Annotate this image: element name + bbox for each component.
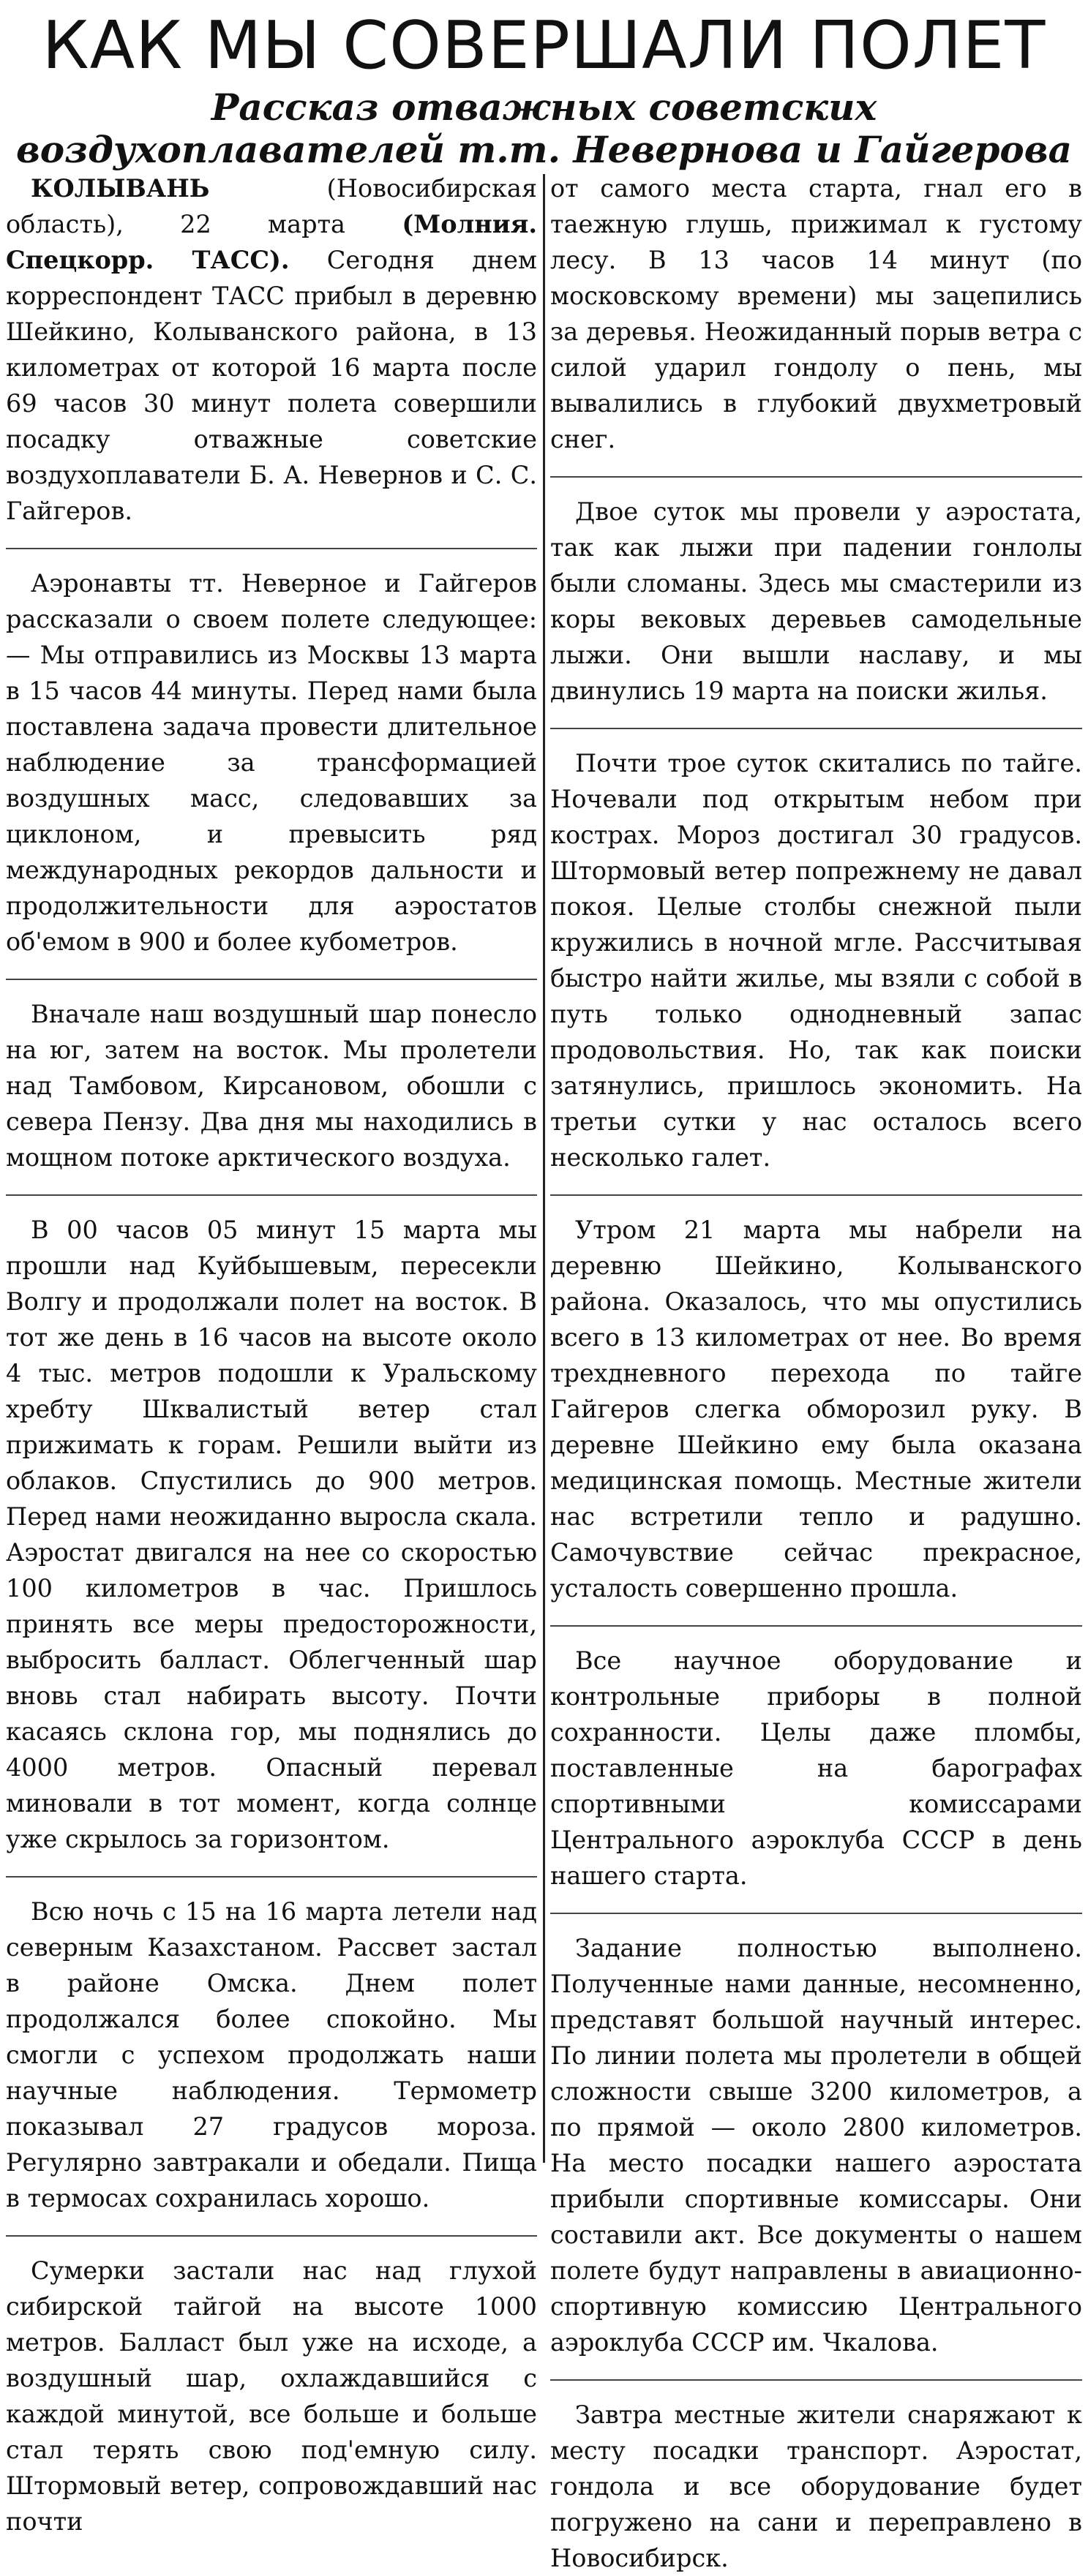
section-divider xyxy=(6,1194,537,1196)
section-divider xyxy=(550,728,1082,729)
section-divider xyxy=(550,1194,1082,1196)
article-paragraph: Почти трое суток скитались по тайге. Ночевали под открытым небом при кострах. Мороз достигал 30 градусов. Штормовый ветер попрежнему не давал покоя. Целые столбы снежной пыли кружились в ночной мгле. Рассчитывая быстро найти жилье, мы взяли с собой в путь только однодневный запас продовольствия. Но, так как поиски затянулись, пришлось экономить. На третьи сутки у нас осталось всего несколько галет. xyxy=(550,749,1082,1172)
dateline: КОЛЫВАНЬ xyxy=(31,174,210,203)
headline: КАК МЫ СОВЕРШАЛИ ПОЛЕТ xyxy=(42,7,1046,84)
article-paragraph: Аэронавты тт. Неверное и Гайгеров рассказали о своем полете следующее: — Мы отправились из Москвы 13 марта в 15 часов 44 минуты. Перед нами была поставлена задача провести длительное наблюдение за трансформацией воздушных масс, следовавших за циклоном, и превысить ряд международных рекордов дальности и продолжительности для аэростатов об'емом в 900 и более кубометров. xyxy=(6,569,537,956)
wire-credit: (Молния. Спецкорр. ТАСС). xyxy=(6,210,538,274)
lead-paragraph xyxy=(6,170,537,529)
section-divider xyxy=(6,548,537,549)
section-divider xyxy=(550,1913,1082,1914)
left-column xyxy=(6,170,538,2536)
section-divider xyxy=(6,2235,537,2237)
section-divider xyxy=(550,2379,1082,2381)
article-paragraph: Всю ночь с 15 на 16 марта летели над северным Казахстаном. Рассвет застал в районе Омска. Днем полет продолжался более спокойно. Мы смогли с успехом продолжать наши научные наблюдения. Термометр показывал 27 градусов мороза. Регулярно завтракали и обедали. Пища в термосах сохранилась хорошо. xyxy=(6,1897,537,2212)
article-paragraph: Утром 21 марта мы набрели на деревню Шейкино, Колыванского района. Оказалось, что мы опустились всего в 13 километрах от нее. Во время трехдневного перехода по тайге Гайгеров слегка обморозил руку. В деревне Шейкино ему была оказана медицинская помощь. Местные жители нас встретили тепло и радушно. Самочувствие сейчас прекрасное, усталость совершенно прошла. xyxy=(550,1216,1082,1603)
subheadline-line-1: Рассказ отважных советских xyxy=(211,86,877,129)
article-paragraph: Вначале наш воздушный шар понесло на юг, затем на восток. Мы пролетели над Тамбовом, Кирсановом, обошли с севера Пензу. Два дня мы находились в мощном потоке арктического воздуха. xyxy=(6,1000,537,1172)
section-divider xyxy=(550,1625,1082,1627)
article-paragraph: Все научное оборудование и контрольные приборы в полной сохранности. Целы даже пломбы, поставленные на барографах спортивными комиссарами Центрального аэроклуба СССР в день нашего старта. xyxy=(550,1646,1082,1890)
article-paragraph: В 00 часов 05 минут 15 марта мы прошли над Куйбышевым, пересекли Волгу и продолжали полет на восток. В тот же день в 16 часов на высоте около 4 тыс. метров подошли к Уральскому хребту Шквалистый ветер стал прижимать к горам. Решили выйти из облаков. Спустились до 900 метров. Перед нами неожиданно выросла скала. Аэростат двигался на нее со скоростью 100 километров в час. Пришлось принять все меры предосторожности, выбросить балласт. Облегченный шар вновь стал набирать высоту. Почти касаясь склона гор, мы поднялись до 4000 метров. Опасный перевал миновали в тот момент, когда солнце уже скрылось за горизонтом. xyxy=(6,1216,537,1853)
article-paragraph: Двое суток мы провели у аэростата, так как лыжи при падении гонлолы были сломаны. Здесь мы смастерили из коры вековых деревьев самодельные лыжи. Они вышли наславу, и мы двинулись 19 марта на поиски жилья. xyxy=(550,497,1082,705)
article-paragraph-continued: от самого места старта, гнал его в таежную глушь, прижимал к густому лесу. В 13 часов 14 минут (по московскому времени) мы зацепились за деревья. Неожиданный порыв ветра с силой ударил гондолу о пень, мы вывалились в глубокий двухметровый снег. xyxy=(550,174,1082,453)
lead-text: Сегодня днем корреспондент ТАСС прибыл в деревню Шейкино, Колыванского района, в 13 километрах от которой 16 марта после 69 часов 30 минут полета совершили посадку отважные советские воздухоплаватели Б. А. Невернов и С. С. Гайгеров. xyxy=(6,246,537,525)
section-divider xyxy=(6,1876,537,1878)
article-paragraph: Завтра местные жители снаряжают к месту посадки транспорт. Аэростат, гондола и все оборудование будет погружено на сани и переправлено в Новосибирск. xyxy=(550,2400,1082,2572)
subheadline xyxy=(0,86,1088,171)
column-divider xyxy=(543,174,545,2163)
section-divider xyxy=(550,476,1082,478)
right-column xyxy=(550,170,1082,2572)
dateline-location: (Новосибирская область), 22 марта xyxy=(6,174,537,238)
section-divider xyxy=(6,979,537,980)
subheadline-line-2: воздухоплавателей т.т. Невернова и Гайгерова xyxy=(15,128,1073,171)
article-paragraph: Сумерки застали нас над глухой сибирской тайгой на высоте 1000 метров. Балласт был уже на исходе, а воздушный шар, охлаждавшийся с каждой минутой, все больше и больше стал терять свою под'емную силу. Штормовый ветер, сопровождавший нас почти xyxy=(6,2256,537,2536)
article-paragraph: Задание полностью выполнено. Полученные нами данные, несомненно, представят большой научный интерес. По линии полета мы пролетели в общей сложности свыше 3200 километров, а по прямой — около 2800 километров. На место посадки нашего аэростата прибыли спортивные комиссары. Они составили акт. Все документы о нашем полете будут направлены в авиационно-спортивную комиссию Центрального аэроклуба СССР им. Чкалова. xyxy=(550,1934,1082,2357)
